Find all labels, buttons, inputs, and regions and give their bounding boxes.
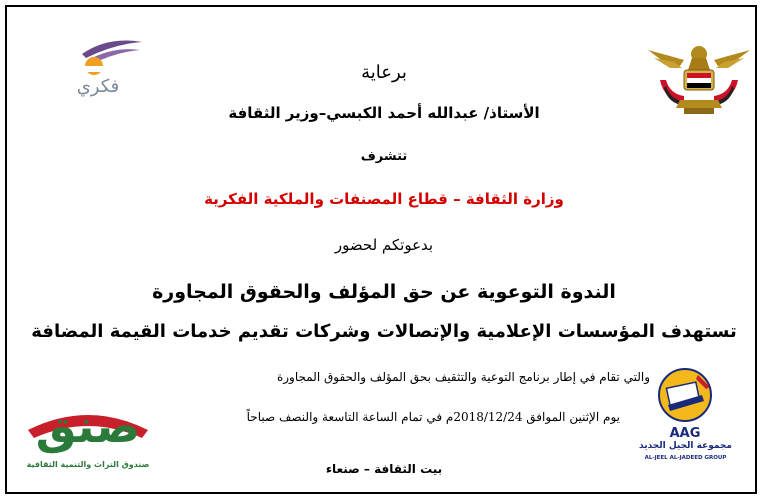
aag-group-logo: [638, 365, 733, 465]
fikri-wordmark: فكري: [76, 76, 120, 97]
seminar-title: الندوة التوعوية عن حق المؤلف والحقوق المجاورة: [152, 281, 616, 303]
heritage-fund-label: صندوق التراث والتنمية الثقافية: [26, 460, 150, 469]
target-audience: تستهدف المؤسسات الإعلامية والإتصالات وشركات تقديم خدمات القيمة المضافة: [31, 321, 737, 342]
invite-text: بدعوتكم لحضور: [334, 236, 434, 254]
sponsorship-text: برعاية: [361, 62, 407, 83]
program-text: والتي تقام في إطار برنامج التوعية والتثقيف بحق المؤلف والحقوق المجاورة: [276, 370, 650, 384]
aag-name-arabic: مجموعة الجيل الجديد: [639, 441, 732, 451]
heritage-fund-emblem-icon: [18, 380, 158, 460]
heritage-fund-mark: صنق: [35, 399, 141, 453]
venue: بيت الثقافة – صنعاء: [325, 462, 443, 476]
aag-emblem-icon: [638, 365, 733, 443]
date-time: يوم الإثنين الموافق 2018/12/24م في تمام الساعة التاسعة والنصف صباحاً: [246, 410, 620, 424]
honored-text: تتشرف: [360, 149, 408, 164]
aag-name-english: AL-JEEL AL-JADEED GROUP: [644, 455, 727, 461]
ministry-sector: وزارة الثقافة – قطاع المصنفات والملكية الفكرية: [204, 190, 564, 208]
heritage-fund-logo: [18, 380, 158, 472]
minister-name: الأستاذ/ عبدالله أحمد الكبسي–وزير الثقافة: [228, 104, 540, 122]
aag-abbreviation: AAG: [669, 426, 701, 441]
